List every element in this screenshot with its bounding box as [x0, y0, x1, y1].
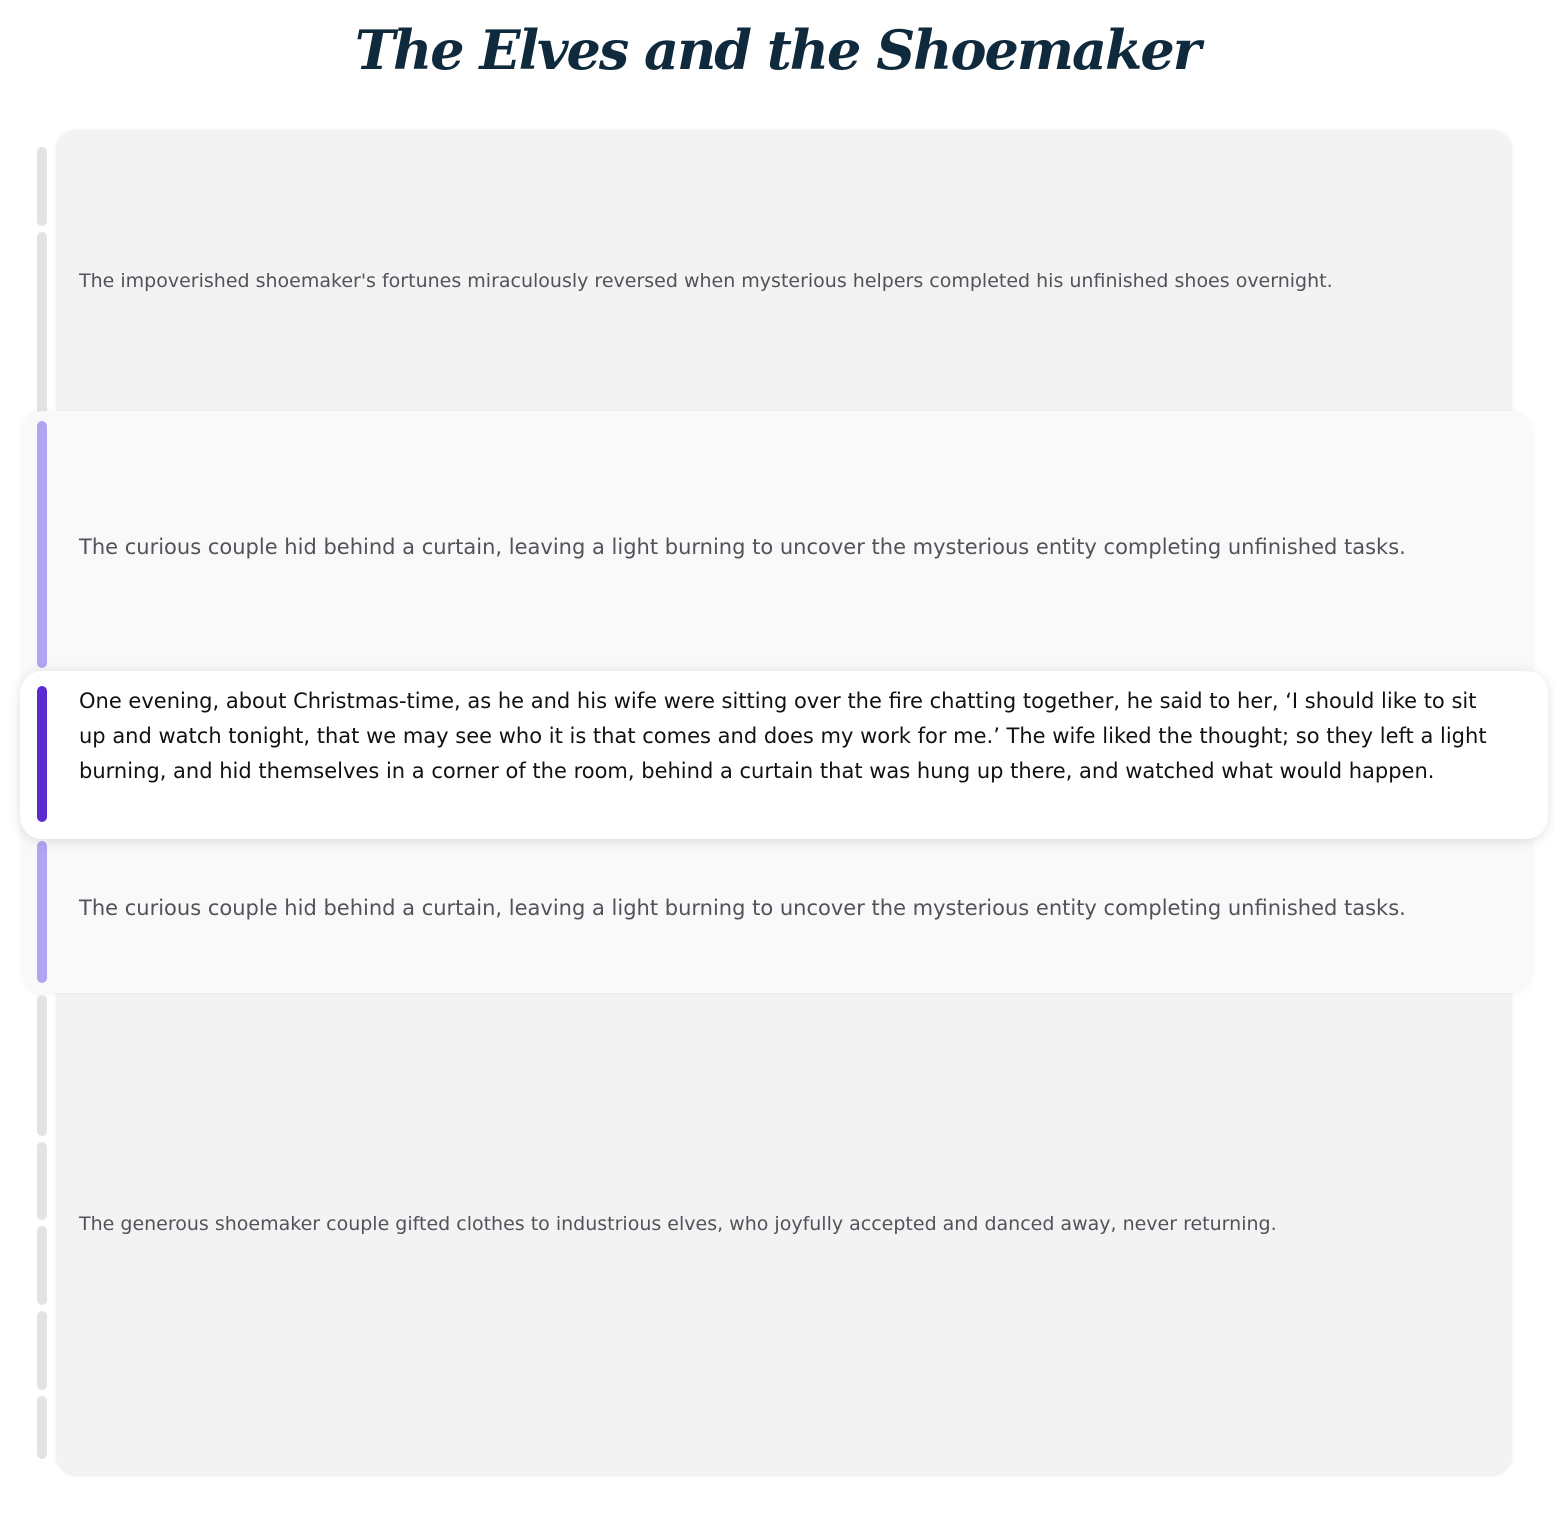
page-title: The Elves and the Shoemaker	[354, 18, 1200, 82]
paragraph-marker[interactable]	[37, 995, 47, 1136]
paragraph-marker[interactable]	[37, 232, 47, 422]
paragraph-marker-near[interactable]	[37, 841, 47, 983]
paragraph-marker[interactable]	[37, 147, 47, 226]
summary-before-near[interactable]: The curious couple hid behind a curtain, leaving a light burning to uncover the mysterious entity completing unfinished tasks.	[79, 535, 1406, 559]
paragraph-marker[interactable]	[37, 1142, 47, 1220]
focus-paragraph[interactable]: One evening, about Christmas-time, as he and his wife were sitting over the fire chatting together, he said to her, ‘I should like to sit up and watch tonight, that we may see who it is that comes and does my work for me.’ The wife liked the thought; so they left a light burning, and hid themselves in a corner of the room, behind a curtain that was hung up there, and watched what would happen.	[79, 689, 1487, 783]
paragraph-marker[interactable]	[37, 1226, 47, 1305]
paragraph-marker-active[interactable]	[37, 686, 47, 822]
paragraph-marker[interactable]	[37, 1311, 47, 1390]
paragraph-marker-near[interactable]	[37, 421, 47, 668]
summary-after-near[interactable]: The curious couple hid behind a curtain, leaving a light burning to uncover the mysterious entity completing unfinished tasks.	[79, 896, 1406, 920]
paragraph-marker[interactable]	[37, 1396, 47, 1459]
summary-before-far[interactable]: The impoverished shoemaker's fortunes miraculously reversed when mysterious helpers completed his unfinished shoes overnight.	[79, 270, 1333, 292]
summary-after-far[interactable]: The generous shoemaker couple gifted clothes to industrious elves, who joyfully accepted and danced away, never returning.	[79, 1213, 1277, 1235]
